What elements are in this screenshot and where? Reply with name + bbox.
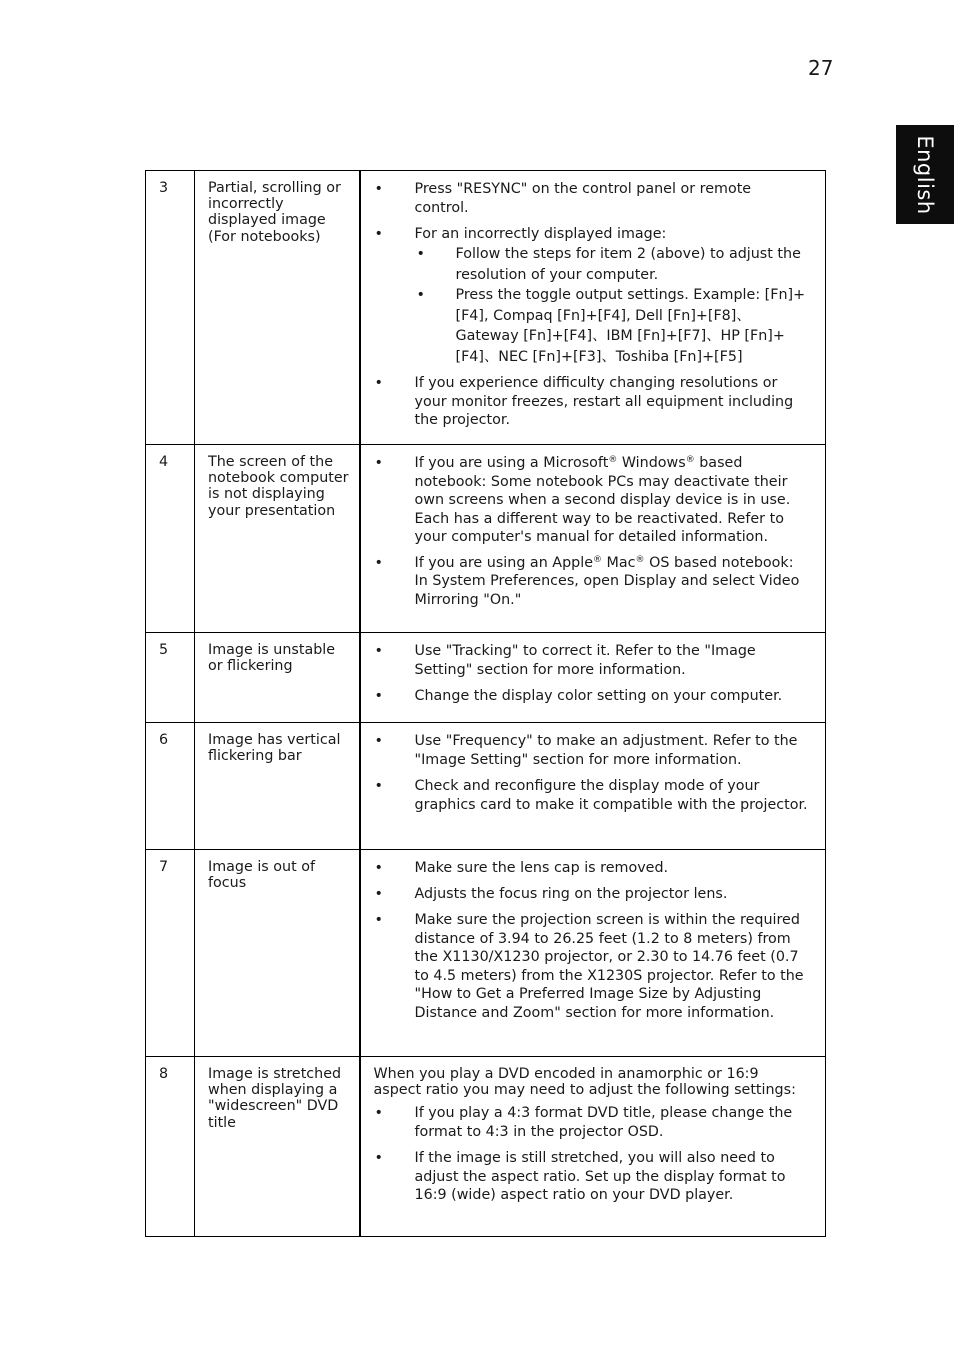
registered-mark: ® bbox=[685, 455, 695, 465]
solution-bullet: • Make sure the projection screen is within the required distance of 3.94 to 26.25 feet (1.2 to 8 meters) from the X1130/X1230 projector, or 2.30 to 14.76 feet (0.7 to 4.5 meters) from the X1230S projector. Refer to the "How to Get a Preferred Image Size by Adjusting Distance and Zoom" section for more information. bbox=[373, 911, 810, 1022]
solution-bullet: • Press "RESYNC" on the control panel or remote control. bbox=[373, 180, 810, 218]
row-number: 6 bbox=[146, 723, 195, 850]
solution-bullet: • Use "Frequency" to make an adjustment. Refer to the "Image Setting" section for more information. bbox=[373, 732, 810, 770]
row-number: 5 bbox=[146, 633, 195, 723]
solution-cell bbox=[360, 445, 826, 633]
language-tab-label: English bbox=[913, 134, 937, 215]
registered-mark: ® bbox=[593, 554, 603, 565]
solution-bullet: • If you are using an Apple® Mac® OS based notebook: In System Preferences, open Display and select Video Mirroring "On." bbox=[373, 554, 810, 610]
solution-bullet: • For an incorrectly displayed image: • Follow the steps for item 2 (above) to adjust the resolution of your computer. • Press the toggle output settings. Example: [Fn]+[F4], Compaq [Fn]+[F4], Dell [Fn]+[F8]、Gateway [Fn]+[F4]、IBM [Fn]+[F7]、HP [Fn]+[F4]、NEC [Fn]+[F3]、Toshiba [Fn]+[F5] bbox=[373, 225, 810, 367]
registered-mark: ® bbox=[635, 554, 645, 565]
troubleshooting-table bbox=[145, 170, 826, 1237]
registered-mark: ® bbox=[608, 455, 618, 465]
solution-bullet: • Use "Tracking" to correct it. Refer to the "Image Setting" section for more information. bbox=[373, 642, 810, 680]
language-tab bbox=[896, 125, 954, 224]
solution-sub-bullet: • Follow the steps for item 2 (above) to adjust the resolution of your computer. bbox=[415, 244, 810, 285]
problem-cell: Image is unstable or flickering bbox=[195, 633, 360, 723]
row-number: 7 bbox=[146, 850, 195, 1057]
solution-bullet: • If the image is still stretched, you will also need to adjust the aspect ratio. Set up the display format to 16:9 (wide) aspect ratio on your DVD player. bbox=[373, 1149, 810, 1205]
solution-bullet: • If you play a 4:3 format DVD title, please change the format to 4:3 in the projector OSD. bbox=[373, 1104, 810, 1142]
solution-bullet: • Make sure the lens cap is removed. bbox=[373, 859, 810, 878]
solution-sub-bullet: • Press the toggle output settings. Example: [Fn]+[F4], Compaq [Fn]+[F4], Dell [Fn]+[F8]、Gateway [Fn]+[F4]、IBM [Fn]+[F7]、HP [Fn]+[F4]、NEC [Fn]+[F3]、Toshiba [Fn]+[F5] bbox=[415, 285, 810, 367]
solution-bullet: • If you experience difficulty changing resolutions or your monitor freezes, restart all equipment including the projector. bbox=[373, 374, 810, 430]
solution-cell bbox=[360, 633, 826, 723]
solution-cell bbox=[360, 850, 826, 1057]
problem-cell: The screen of the notebook computer is not displaying your presentation bbox=[195, 445, 360, 633]
problem-cell: Image is out of focus bbox=[195, 850, 360, 1057]
solution-bullet: • Check and reconfigure the display mode of your graphics card to make it compatible with the projector. bbox=[373, 777, 810, 814]
row-number: 4 bbox=[146, 445, 195, 633]
solution-cell bbox=[360, 1057, 826, 1237]
row-number: 8 bbox=[146, 1057, 195, 1237]
solution-bullet: • Adjusts the focus ring on the projector lens. bbox=[373, 885, 810, 904]
solution-cell bbox=[360, 723, 826, 850]
problem-cell: Image has vertical flickering bar bbox=[195, 723, 360, 850]
problem-cell: Partial, scrolling or incorrectly displayed image (For notebooks) bbox=[195, 171, 360, 445]
solution-bullet: • If you are using a Microsoft® Windows® based notebook: Some notebook PCs may deactivate their own screens when a second display device is in use. Each has a different way to be reactivated. Refer to your computer's manual for detailed information. bbox=[373, 454, 810, 547]
table-row bbox=[146, 445, 826, 633]
table-row bbox=[146, 723, 826, 850]
page-number: 27 bbox=[808, 56, 834, 80]
table-row bbox=[146, 633, 826, 723]
row-number: 3 bbox=[146, 171, 195, 445]
solution-intro: When you play a DVD encoded in anamorphic or 16:9 aspect ratio you may need to adjust the following settings: bbox=[373, 1066, 796, 1099]
table-row bbox=[146, 850, 826, 1057]
table-row bbox=[146, 1057, 826, 1237]
solution-bullet: • Change the display color setting on your computer. bbox=[373, 687, 810, 706]
solution-cell bbox=[360, 171, 826, 445]
problem-cell: Image is stretched when displaying a "widescreen" DVD title bbox=[195, 1057, 360, 1237]
table-row bbox=[146, 171, 826, 445]
